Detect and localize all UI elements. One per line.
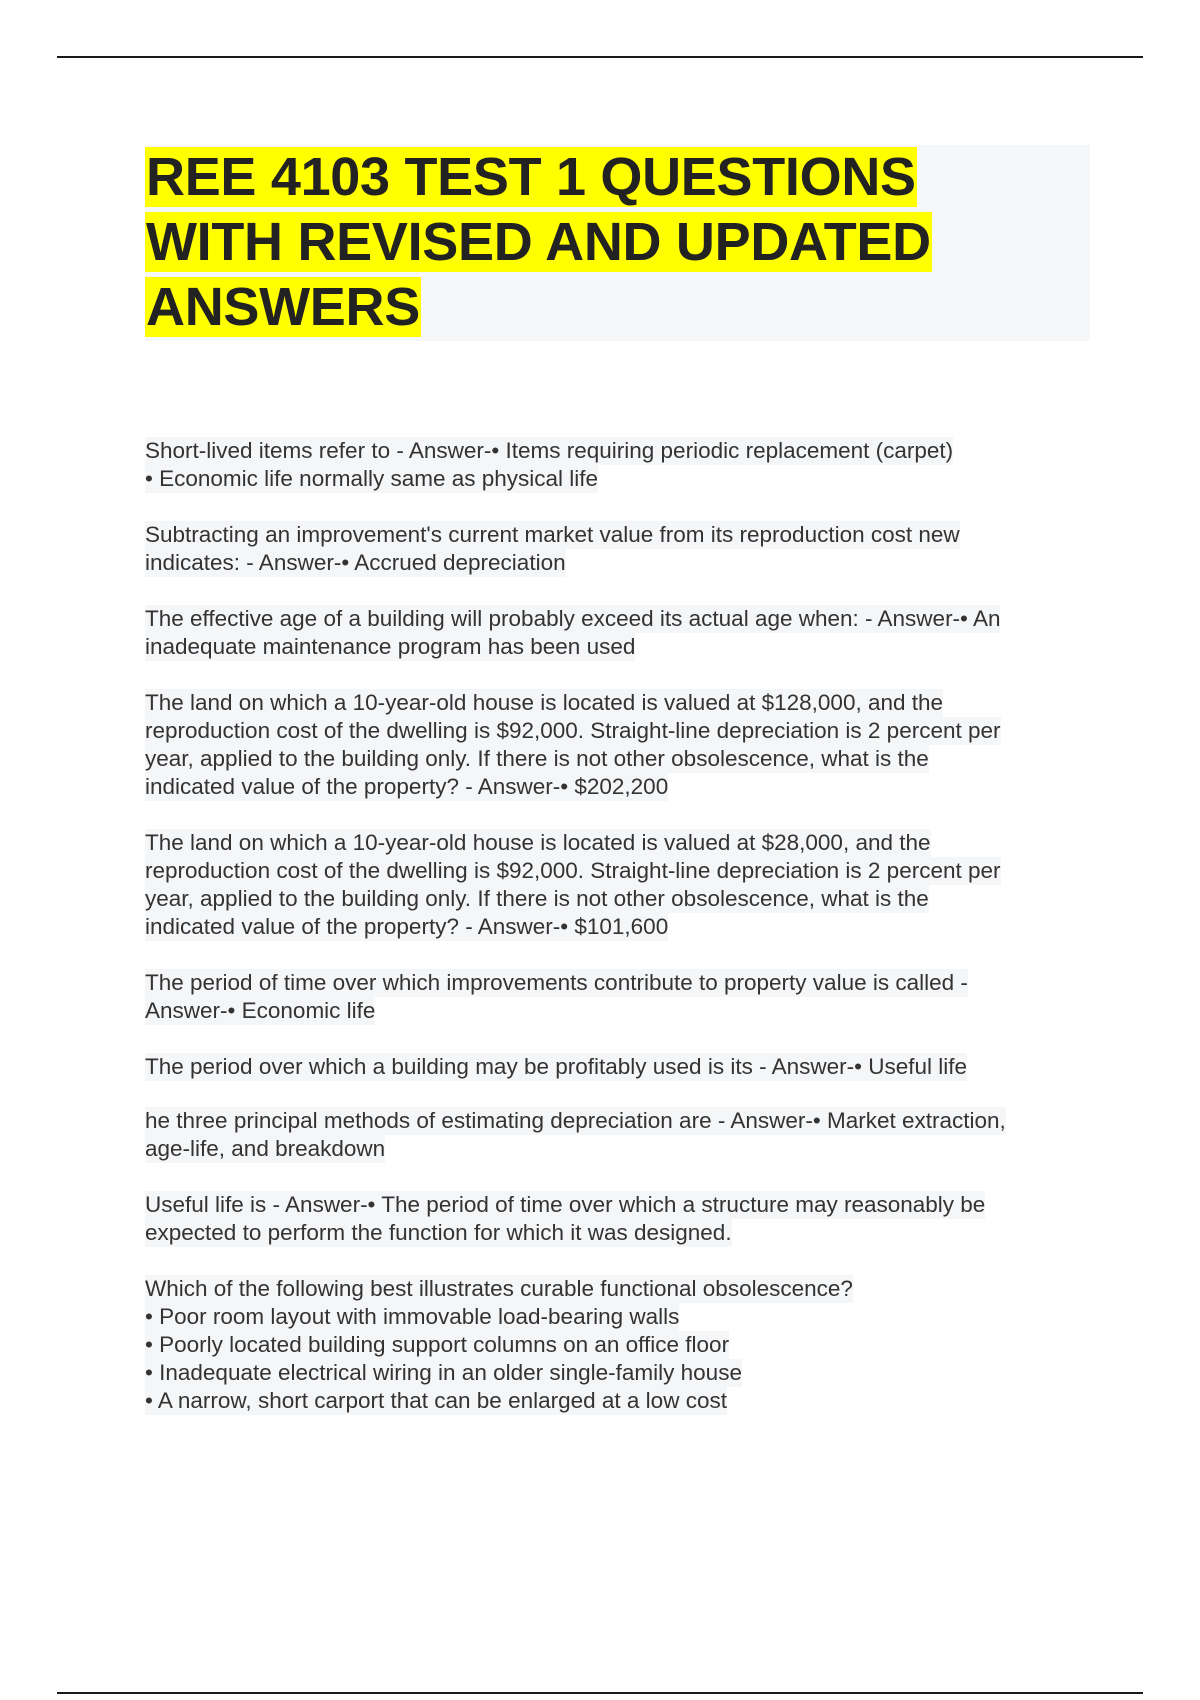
text-line: age-life, and breakdown [145,1136,386,1161]
document-title [145,145,1090,340]
text-line: The land on which a 10-year-old house is located is valued at $128,000, and the [145,690,944,715]
text-line: Subtracting an improvement's current market value from its reproduction cost new [145,522,960,547]
text-line: expected to perform the function for which it was designed. [145,1220,732,1245]
question-item [145,1053,1095,1081]
text-line: year, applied to the building only. If there is not other obsolescence, what is the [145,746,929,771]
text-line: • Poor room layout with immovable load-bearing walls [145,1304,680,1329]
text-line: • A narrow, short carport that can be enlarged at a low cost [145,1388,727,1413]
text-line: reproduction cost of the dwelling is $92,000. Straight-line depreciation is 2 percent per [145,718,1001,743]
title-line: REE 4103 TEST 1 QUESTIONS [146,147,916,207]
text-line: he three principal methods of estimating depreciation are - Answer-• Market extraction, [145,1108,1006,1133]
question-item [145,605,1095,661]
top-rule [57,56,1143,58]
text-line: Which of the following best illustrates curable functional obsolescence? [145,1276,853,1301]
question-item [145,689,1095,801]
text-line: year, applied to the building only. If there is not other obsolescence, what is the [145,886,929,911]
question-list [145,437,1095,1443]
text-line: indicated value of the property? - Answer-• $101,600 [145,914,669,939]
text-line: Useful life is - Answer-• The period of time over which a structure may reasonably be [145,1192,986,1217]
text-line: The period over which a building may be profitably used is its - Answer-• Useful life [145,1054,968,1079]
text-line: indicates: - Answer-• Accrued depreciation [145,550,566,575]
text-line: • Poorly located building support columns on an office floor [145,1332,730,1357]
text-line: inadequate maintenance program has been used [145,634,636,659]
bottom-rule [57,1692,1143,1694]
question-item [145,437,1095,493]
title-block [145,145,1090,341]
text-line: The period of time over which improvements contribute to property value is called - [145,970,968,995]
text-line: indicated value of the property? - Answer-• $202,200 [145,774,669,799]
text-line: The land on which a 10-year-old house is located is valued at $28,000, and the [145,830,931,855]
question-item [145,1275,1095,1415]
title-line: ANSWERS [146,277,420,337]
text-line: Answer-• Economic life [145,998,376,1023]
title-line: WITH REVISED AND UPDATED [146,212,931,272]
text-line: • Inadequate electrical wiring in an older single-family house [145,1360,742,1385]
text-line: reproduction cost of the dwelling is $92,000. Straight-line depreciation is 2 percent per [145,858,1001,883]
text-line: The effective age of a building will probably exceed its actual age when: - Answer-• An [145,606,1001,631]
text-line: • Economic life normally same as physical life [145,466,599,491]
question-item [145,829,1095,941]
text-line: Short-lived items refer to - Answer-• Items requiring periodic replacement (carpet) [145,438,954,463]
question-item [145,969,1095,1025]
question-item [145,1107,1095,1163]
question-item [145,1191,1095,1247]
question-item [145,521,1095,577]
